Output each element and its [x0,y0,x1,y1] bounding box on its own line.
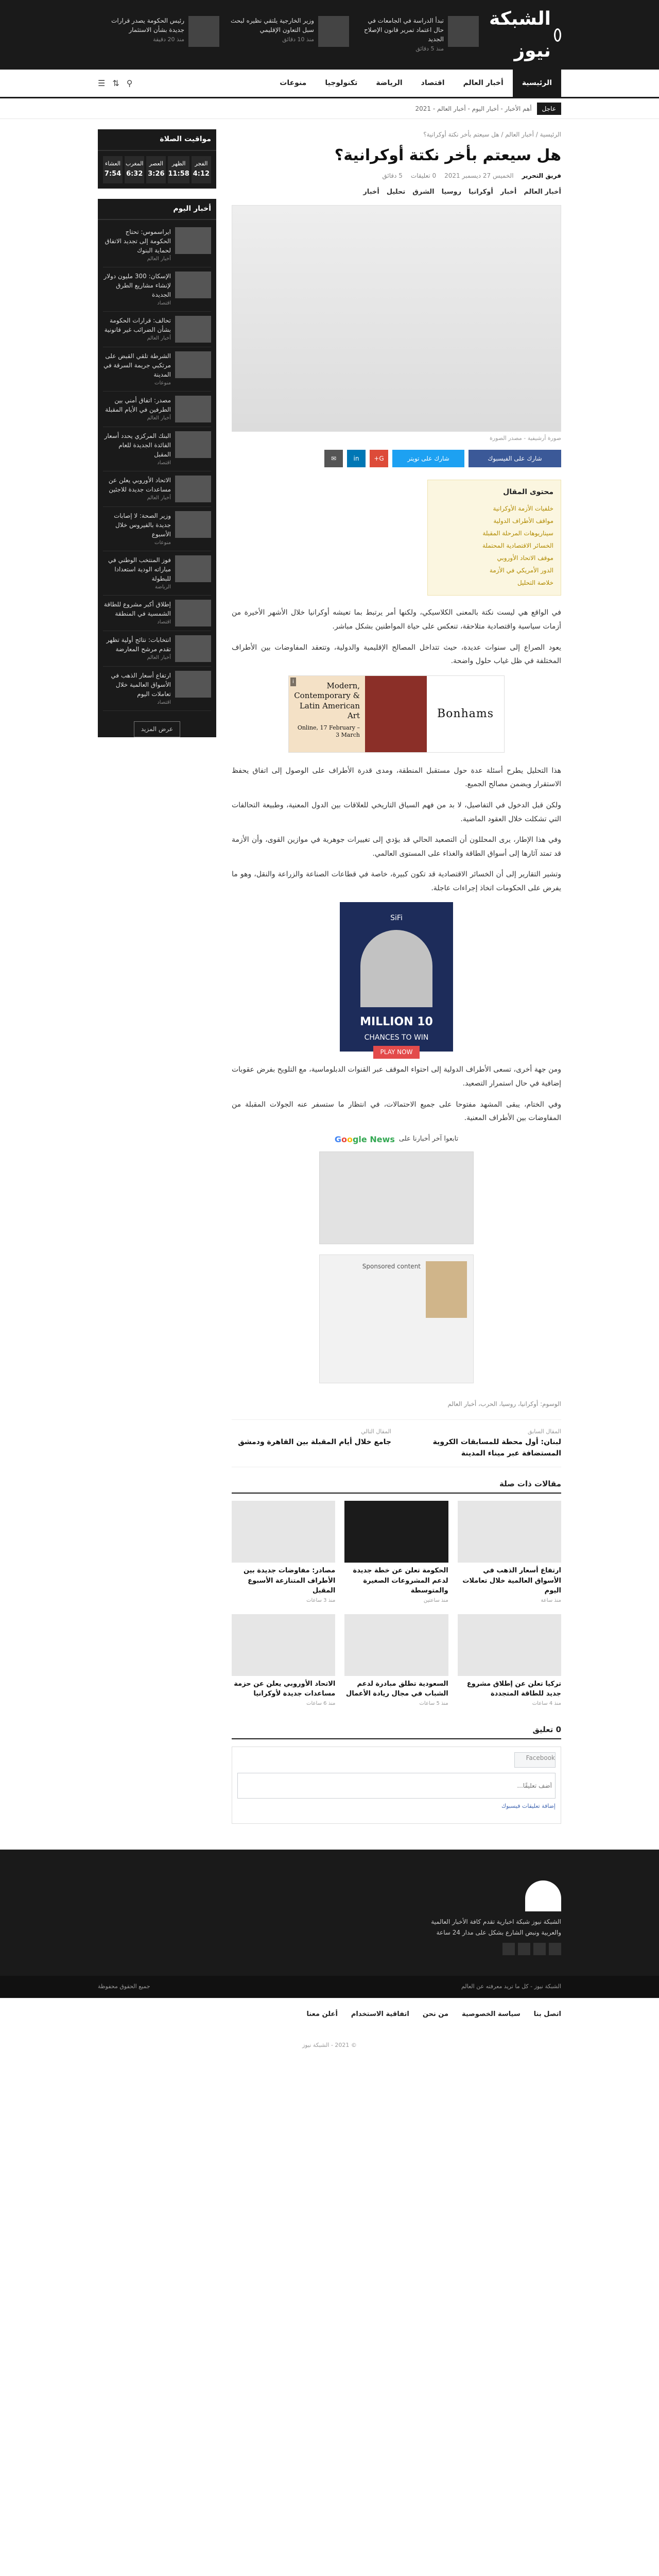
top-news-time: منذ 20 دقيقة [153,36,184,43]
footer-link[interactable]: من نحن [422,2010,449,2018]
list-item[interactable]: تحالف: قرارات الحكومة بشأن الضرائب غير قانونية أخبار العالم [103,312,211,347]
ad-brand: Bonhams [437,707,494,721]
list-item[interactable]: إطلاق أكبر مشروع للطاقة الشمسية في المنطقة اقتصاد [103,596,211,631]
paragraph: وفي هذا الإطار، يرى المحللون أن التصعيد الحالي قد يؤدي إلى تغييرات جوهرية في موازين القوى، وأن الأزمة قد تمتد آثارها إلى أسواق الطاقة والغذاء على المستوى العالمي. [232,836,561,858]
list-thumb [175,511,211,538]
prev-post-link[interactable] [402,1427,561,1459]
ad-photo [360,930,432,1007]
list-item[interactable]: ايراسموس: تحتاج الحكومة إلى تجديد الاتفاق لحماية البنوك أخبار العالم [103,223,211,267]
related-thumb [344,1501,448,1563]
nav-item-tech[interactable]: تكنولوجيا [325,79,358,87]
list-item[interactable]: مصدر: اتفاق أمني بين الطرفين في الأيام المقبلة أخبار العالم [103,392,211,427]
prev-label: المقال السابق [528,1428,561,1435]
related-title: مقالات ذات صلة [232,1478,561,1494]
footer-about: الشبكة نيوز شبكة اخبارية تقدم كافة الأخبار العالمية والعربية ونبض الشارع بشكل على مدار 24 ساعة [431,1918,561,1936]
logo-globe-icon [554,28,561,42]
list-item[interactable]: الإسكان: 300 مليون دولار لإنشاء مشاريع الطرق الجديدة اقتصاد [103,267,211,312]
share-email-icon[interactable]: ✉ [324,450,343,467]
top-news-title: وزير الخارجية يلتقي نظيره لبحث سبل التعاون الإقليمي [231,17,314,34]
related-thumb [232,1501,335,1563]
list-thumb [175,227,211,254]
toc-item[interactable]: الخسائر الاقتصادية المحتملة [482,542,553,550]
paragraph: ولكن قبل الدخول في التفاصيل، لا بد من فهم السياق التاريخي للعلاقات بين الدول المعنية، وطبيعة التحالفات التي تشكلت خلال العقود الماضية. [232,801,561,823]
related-item[interactable] [232,1501,335,1605]
related-title-text: تركيا تعلن عن إطلاق مشروع جديد للطاقة المتجددة [466,1680,561,1698]
related-thumb [458,1614,561,1676]
nav-item-sports[interactable]: الرياضة [376,79,403,87]
toc-title: محتوى المقال [503,487,553,496]
prayer-time: العصر 3:26 [146,156,166,183]
twitter-icon[interactable] [533,1943,546,1955]
latest-title: أخبار اليوم [98,199,216,221]
list-item[interactable]: البنك المركزي يحدد أسعار الفائدة الجديدة للعام المقبل اقتصاد [103,427,211,471]
list-item[interactable]: وزير الصحة: لا إصابات جديدة بالفيروس خلال الأسبوع منوعات [103,507,211,551]
related-meta: منذ 4 ساعات [532,1700,561,1706]
featured-image [232,205,561,432]
footer [0,1850,659,1976]
comments-plugin-link[interactable]: إضافة تعليقات فيسبوك [501,1803,556,1810]
comment-count[interactable]: 0 تعليقات [410,172,437,180]
footer-link[interactable]: سياسة الخصوصية [462,2010,521,2018]
list-item[interactable]: فوز المنتخب الوطني في مباراته الودية استعدادا للبطولة الرياضة [103,551,211,596]
category-link[interactable]: أوكرانيا [469,188,493,196]
related-title-text: الاتحاد الأوروبي يعلن عن حزمة مساعدات جديدة لأوكرانيا [234,1680,336,1698]
comments-title: 0 تعليق [232,1723,561,1740]
site-logo[interactable] [489,3,561,66]
top-news-item[interactable] [357,16,479,54]
related-posts [232,1501,561,1708]
footer-note-left: جميع الحقوق محفوظة [98,1983,150,1990]
toc-item[interactable]: الدور الأمريكي في الأزمة [489,567,553,574]
related-title-text: مصادر: مفاوضات جديدة بين الأطراف المتنازعة الأسبوع المقبل [243,1567,336,1595]
related-item[interactable] [232,1614,335,1708]
ad-sub: CHANCES TO WIN [364,1033,429,1042]
post-tags[interactable]: الوسوم: أوكرانيا، روسيا، الحرب، أخبار العالم [447,1400,561,1408]
ad-headline: 10 MILLION [360,1015,433,1029]
top-news-time: منذ 5 دقائق [415,45,444,53]
ad-bottom[interactable] [319,1255,474,1383]
google-news-banner[interactable] [319,1151,474,1244]
nav-item-world[interactable]: أخبار العالم [463,79,504,87]
toc-item[interactable]: موقف الاتحاد الأوروبي [497,554,553,562]
list-thumb [175,635,211,662]
top-news-item[interactable] [98,16,219,54]
menu-icon[interactable]: ☰ [98,78,106,88]
site-name: الشبكة نيوز [489,8,551,61]
footer-logo-icon[interactable] [525,1880,561,1911]
share-twitter-button[interactable]: شارك على تويتر [392,450,464,467]
related-thumb [232,1614,335,1676]
paragraph: في الواقع هي ليست نكتة بالمعنى الكلاسيكي، ولكنها أمر يرتبط بما تعيشه أوكرانيا خلال الأشهر الأخيرة من أزمات سياسية واقتصادية متلاحقة، تنعكس على حياة المواطنين بشكل مباشر. [232,608,561,631]
list-thumb [175,431,211,458]
related-meta: منذ 6 ساعات [306,1700,336,1706]
google-news-logo: Google News [334,1134,395,1144]
list-thumb [175,316,211,343]
paragraph: وتشير التقارير إلى أن الخسائر الاقتصادية قد تكون كبيرة، خاصة في قطاعات الصناعة والزراعة والنقل، وهو ما يفرض على الحكومات اتخاذ إجراءات عاجلة. [232,870,561,892]
share-google-icon[interactable]: G+ [370,450,388,467]
paragraph: ومن جهة أخرى، تسعى الأطراف الدولية إلى احتواء الموقف عبر القنوات الدبلوماسية، مع التلويح بفرض عقوبات إضافية في حال استمرار التصعيد. [232,1065,561,1088]
related-meta: منذ ساعتين [423,1597,448,1603]
footer-link[interactable]: اتفاقية الاستخدام [351,2010,409,2018]
ad-banner-bonhams[interactable] [288,675,505,753]
search-icon[interactable]: ⚲ [126,78,133,88]
table-of-contents [427,480,561,596]
ad-brand: SiFi [390,914,403,923]
breaking-ticker [0,98,659,119]
top-news-title: تبدأ الدراسة في الجامعات في حال اعتماد تمرير قانون الإصلاح الجديد [364,17,444,43]
prayer-time: العشاء 7:54 [103,156,123,183]
next-label: المقال التالي [361,1428,391,1435]
paragraph: يعود الصراع إلى سنوات عديدة، حيث تتداخل المصالح الإقليمية والدولية، وتتعقد المفاوضات بين الأطراف المختلفة في ظل غياب حلول واضحة. [232,643,561,666]
footer-link[interactable]: اتصل بنا [533,2010,561,2018]
list-item[interactable]: الاتحاد الأوروبي يعلن عن مساعدات جديدة للاجئين أخبار العالم [103,471,211,507]
next-post-link[interactable] [232,1427,391,1459]
social-links [98,1943,561,1955]
facebook-sort-button[interactable]: Facebook [514,1752,556,1768]
ad-info-icon[interactable]: i [290,677,296,686]
top-news-item[interactable] [228,16,349,54]
prayer-widget [98,129,216,189]
top-news-title: رئيس الحكومة يصدر قرارات جديدة بشأن الاستثمار [111,17,184,34]
comments-section [232,1723,561,1824]
article-body [232,606,561,1125]
list-thumb [175,351,211,378]
copyright: © 2021 - الشبكة نيوز [302,2041,357,2048]
ad-headline: Modern, Contemporary & Latin American Art [294,681,360,721]
list-thumb [175,600,211,626]
nav-item-misc[interactable]: منوعات [280,79,307,87]
related-title-text: ارتفاع أسعار الذهب في الأسواق العالمية خلال تعاملات اليوم [462,1567,561,1595]
related-thumb [344,1614,448,1676]
next-title: جامع خلال أيام المقبلة بين القاهرة ودمشق [238,1438,391,1447]
top-news-thumb [448,16,479,47]
list-thumb [175,272,211,298]
nav-item-economy[interactable]: اقتصاد [421,79,445,87]
prayer-time: الفجر 4:12 [192,156,211,183]
list-thumb [175,476,211,502]
share-linkedin-icon[interactable]: in [347,450,366,467]
footer-link[interactable]: أعلن معنا [306,2010,338,2018]
related-meta: منذ 5 ساعات [419,1700,448,1706]
category-link[interactable]: روسيا [441,188,462,196]
ticker-text[interactable]: أهم الأخبار - أخبار اليوم - أخبار العالم - 2021 [415,105,532,112]
reading-time: 5 دقائق [382,172,403,180]
related-title-text: الحكومة تعلن عن خطة جديدة لدعم المشروعات الصغيرة والمتوسطة [353,1567,448,1595]
footer-links [0,1998,659,2030]
top-news-thumb [318,16,349,47]
category-link[interactable]: أخبار العالم [524,188,561,196]
category-link[interactable]: تحليل [386,188,406,196]
load-more-button[interactable]: عرض المزيد [134,721,180,737]
footer-note-right: الشبكة نيوز - كل ما تريد معرفته عن العالم [461,1983,561,1990]
ad-dates: Online, 17 February – 3 March [297,724,360,739]
ad-artwork [365,676,427,752]
category-link[interactable]: أخبار [363,188,379,196]
google-news-follow[interactable] [232,1132,561,1146]
top-news [98,16,489,54]
prayer-time: الظهر 11:58 [168,156,189,183]
toc-item[interactable]: خلفيات الأزمة الأوكرانية [493,505,553,513]
random-icon[interactable]: ⇅ [112,78,119,88]
related-item[interactable] [344,1501,448,1605]
list-item[interactable]: ارتفاع أسعار الذهب في الأسواق العالمية خلال تعاملات اليوم اقتصاد [103,667,211,711]
paragraph: هذا التحليل يطرح أسئلة عدة حول مستقبل المنطقة، ومدى قدرة الأطراف على الوصول إلى اتفاق يحفظ الاستقرار ويضمن مصالح الجميع. [232,766,561,789]
article-main [232,129,561,1839]
ad-banner-sifi[interactable] [288,902,505,1056]
top-news-time: منذ 10 دقائق [282,36,314,43]
paragraph: وفي الختام، يبقى المشهد مفتوحا على جميع الاحتمالات، في انتظار ما ستسفر عنه الجولات المقبلة من المفاوضات بين الأطراف المعنية. [232,1100,561,1123]
list-thumb [175,555,211,582]
related-item[interactable] [458,1501,561,1605]
share-buttons [232,450,561,467]
author-link[interactable]: فريق التحرير [522,172,561,180]
related-item[interactable] [458,1614,561,1708]
page-title: هل سيعتم بأخر نكتة أوكرانية؟ [334,146,561,165]
toc-item[interactable]: سيناريوهات المرحلة المقبلة [482,530,553,537]
image-caption: صورة أرشيفية - مصدر الصورة [490,434,561,442]
rss-icon[interactable] [502,1943,515,1955]
youtube-icon[interactable] [518,1943,530,1955]
list-item[interactable]: الشرطة تلقي القبض على مرتكبي جريمة السرقة في المدينة منوعات [103,347,211,392]
latest-news-widget [98,199,216,737]
ad-cta-button[interactable]: PLAY NOW [373,1046,420,1058]
facebook-icon[interactable] [549,1943,561,1955]
comment-input[interactable] [237,1773,556,1799]
sidebar [98,129,216,1839]
related-title-text: السعودية تطلق مبادرة لدعم الشباب في مجال ريادة الأعمال [346,1680,448,1698]
prev-title: لبنان: أول محطة للمسابقات الكروية المستضافة عبر ميناء المدينة [432,1438,561,1458]
related-meta: منذ 3 ساعات [306,1597,336,1603]
toc-item[interactable]: خلاصة التحليل [517,579,553,587]
list-item[interactable]: انتخابات: نتائج أولية تظهر تقدم مرشح المعارضة أخبار العالم [103,631,211,667]
post-navigation [232,1419,561,1467]
ticker-tag: عاجل [537,103,561,115]
gnews-label: تابعوا آخر أخبارنا على [398,1135,459,1143]
ad-photo [426,1261,467,1318]
toc-item[interactable]: مواقف الأطراف الدولية [493,517,553,525]
related-item[interactable] [344,1614,448,1708]
post-date: الخميس 27 ديسمبر 2021 [444,172,514,180]
prayer-time: المغرب 6:32 [125,156,144,183]
category-link[interactable]: أخبار [500,188,517,196]
list-thumb [175,396,211,422]
list-thumb [175,671,211,698]
related-thumb [458,1501,561,1563]
top-news-thumb [188,16,219,47]
post-categories [232,187,561,198]
top-header [0,0,659,70]
prayer-title: مواقيت الصلاة [98,129,216,151]
category-link[interactable]: الشرق [412,188,435,196]
breadcrumb[interactable]: الرئيسية / أخبار العالم / هل سيعتم بأخر نكتة أوكرانية؟ [423,131,561,138]
main-nav [0,70,659,98]
ad-text: Sponsored content [362,1263,421,1270]
footer-bottom [0,1976,659,1998]
share-facebook-button[interactable]: شارك على الفيسبوك [469,450,561,467]
related-meta: منذ ساعة [541,1597,561,1603]
nav-item-home[interactable]: الرئيسية [513,70,561,97]
facebook-comments [232,1747,561,1824]
post-meta [232,171,561,181]
